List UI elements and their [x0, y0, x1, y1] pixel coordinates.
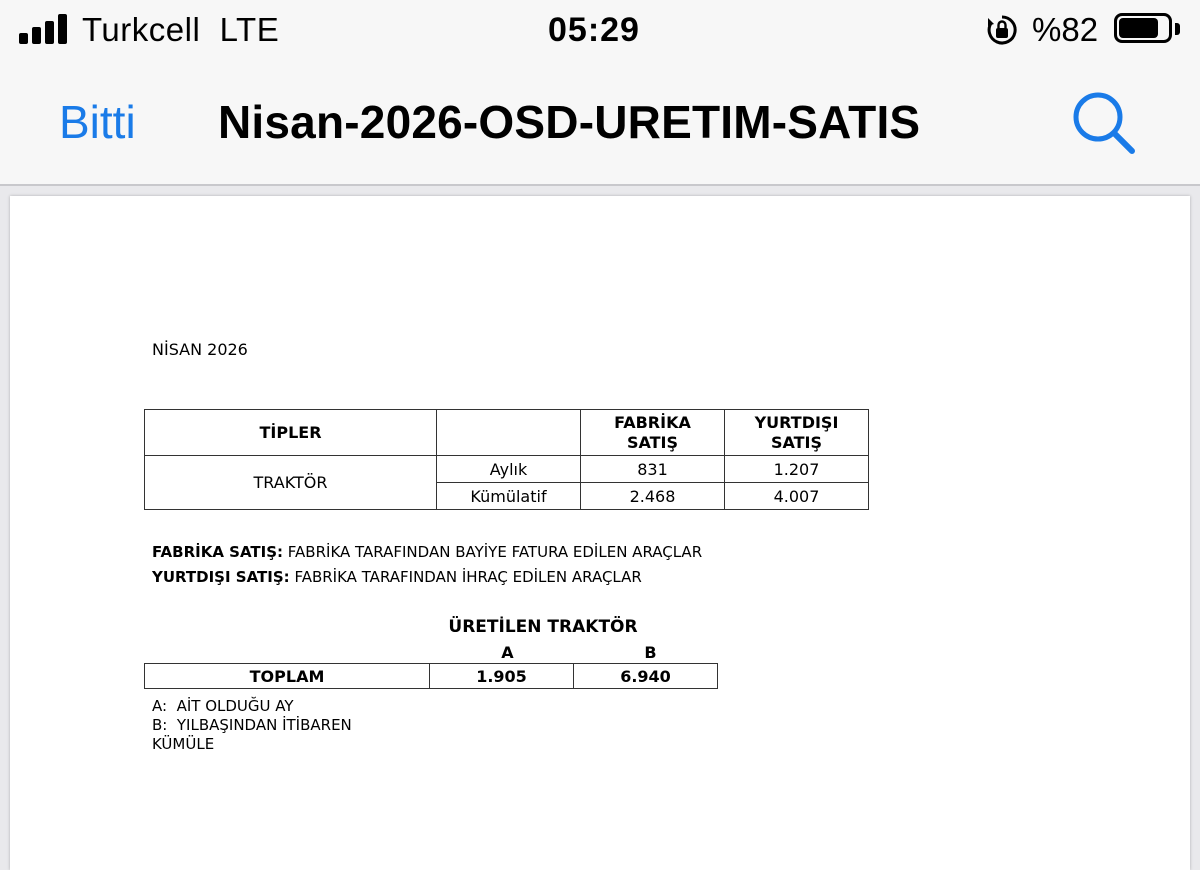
definitions: [152, 540, 702, 590]
footnote: KÜMÜLE: [152, 735, 215, 753]
yurtdisi-value: 4.007: [725, 483, 869, 510]
total-value-b: 6.940: [574, 664, 718, 689]
footnotes: [152, 697, 352, 754]
table-row: [145, 456, 869, 483]
clock: 05:29: [548, 11, 640, 49]
total-label: TOPLAM: [145, 664, 430, 689]
header-fabrika-satis: [581, 410, 725, 456]
orientation-lock-icon: [986, 14, 1018, 46]
signal-bars-icon: [19, 14, 71, 44]
header-yurtdisi-satis-text: YURTDIŞI SATIŞ: [754, 412, 839, 452]
battery-level-fill: [1119, 18, 1158, 38]
column-a-header: A: [501, 643, 514, 662]
header-yurtdisi-satis: [725, 410, 869, 456]
total-value-a: 1.905: [430, 664, 574, 689]
fabrika-value: 2.468: [581, 483, 725, 510]
definition-desc: FABRİKA TARAFINDAN BAYİYE FATURA EDİLEN ARAÇLAR: [287, 543, 703, 561]
report-month: NİSAN 2026: [152, 340, 248, 359]
header-empty: [437, 410, 581, 456]
document-content: [10, 196, 1190, 870]
production-title: ÜRETİLEN TRAKTÖR: [448, 617, 638, 637]
footnote: B: YILBAŞINDAN İTİBAREN: [152, 716, 352, 734]
done-button[interactable]: Bitti: [59, 96, 136, 148]
fabrika-value: 831: [581, 456, 725, 483]
row-label: Aylık: [437, 456, 581, 483]
column-b-header: B: [644, 643, 657, 662]
table-row: [145, 664, 718, 689]
navigation-bar: [0, 62, 1200, 186]
table-header-row: [145, 410, 869, 456]
document-page[interactable]: [10, 196, 1190, 870]
production-table: [144, 663, 718, 689]
definition-item: [152, 540, 702, 565]
sales-table: [144, 409, 869, 510]
header-fabrika-satis-text: FABRİKA SATIŞ: [614, 412, 691, 452]
status-bar: [0, 0, 1200, 62]
document-title: Nisan-2026-OSD-URETIM-SATIS: [218, 96, 921, 148]
header-tipler: TİPLER: [145, 410, 437, 456]
battery-icon: [1114, 13, 1184, 47]
definition-term: FABRİKA SATIŞ:: [152, 543, 284, 561]
definition-desc: FABRİKA TARAFINDAN İHRAÇ EDİLEN ARAÇLAR: [294, 568, 642, 586]
carrier-network: [82, 10, 279, 50]
yurtdisi-value: 1.207: [725, 456, 869, 483]
footnote: A: AİT OLDUĞU AY: [152, 697, 294, 715]
network-type: LTE: [219, 11, 280, 48]
battery-percent: %82: [1032, 11, 1099, 48]
category-cell: TRAKTÖR: [145, 456, 437, 510]
row-label: Kümülatif: [437, 483, 581, 510]
definition-term: YURTDIŞI SATIŞ:: [152, 568, 290, 586]
search-icon[interactable]: [1070, 90, 1140, 156]
carrier-name: Turkcell: [82, 11, 201, 48]
definition-item: [152, 565, 702, 590]
